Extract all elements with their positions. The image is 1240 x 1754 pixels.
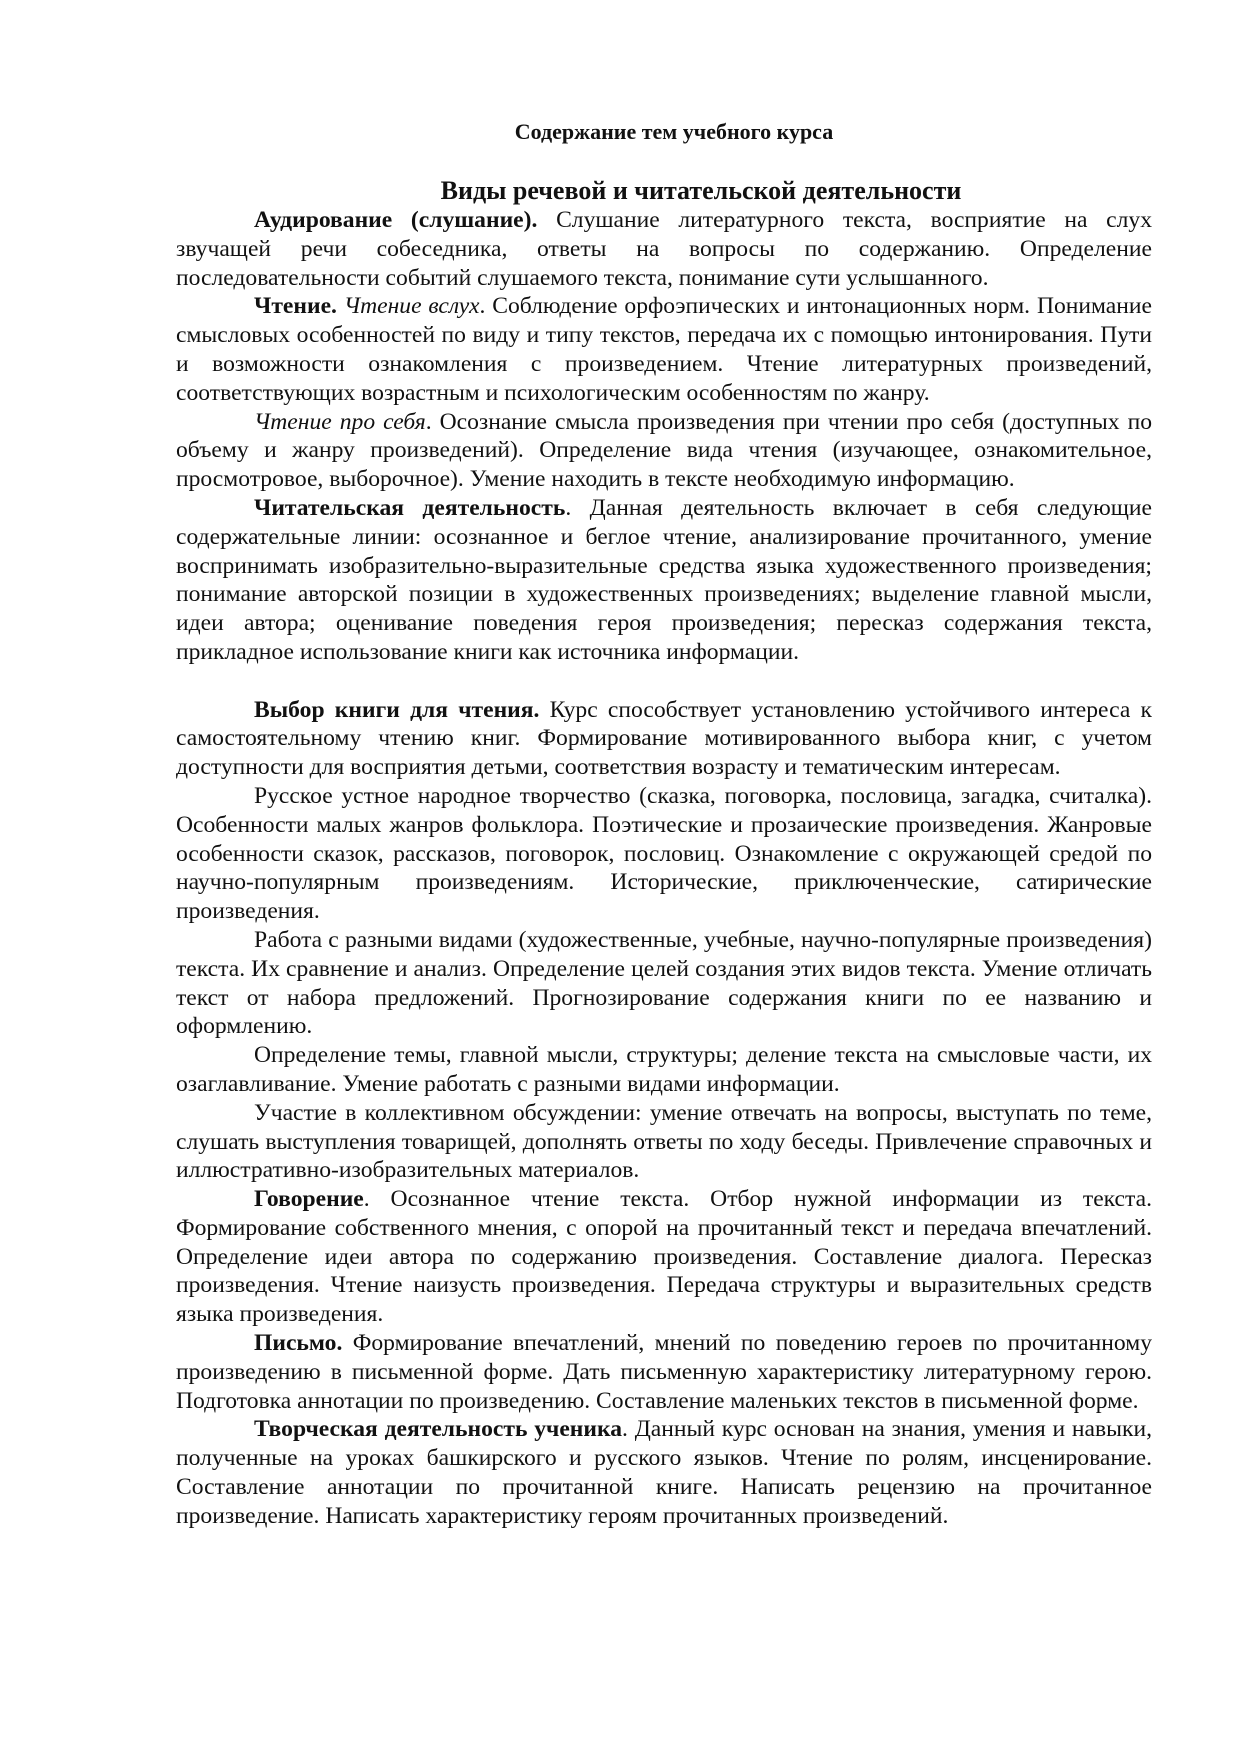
bold-term: Письмо. <box>254 1330 343 1357</box>
paragraph <box>176 292 1152 407</box>
bold-term: Читательская деятельность <box>254 494 566 521</box>
document-page <box>176 118 1152 1531</box>
bold-term: Чтение. <box>254 293 337 320</box>
paragraph <box>176 1185 1152 1329</box>
paragraph-text: Слушание литературного текста, восприятие на слух звучащей речи собеседника, ответы на вопросы по содержанию. Определение последовательности событий слушаемого текста, понимание сути услышанного. <box>176 207 1153 291</box>
paragraph-text: . Осознанное чтение текста. Отбор нужной информации из текста. Формирование собственного мнения, с опорой на прочитанный текст и передача впечатлений. Определение идеи автора по содержанию произведения. Составление диалога. Пересказ произведения. Чтение наизусть произведения. Передача структуры и выразительных средств языка произведения. <box>176 1186 1152 1328</box>
bold-term: Говорение <box>254 1186 364 1213</box>
paragraph <box>176 926 1152 1041</box>
document-title: Содержание тем учебного курса <box>514 119 834 144</box>
bold-term: Аудирование (слушание). <box>254 207 538 233</box>
bold-term: Выбор книги для чтения. <box>254 696 540 723</box>
italic-term: Чтение про себя <box>254 408 426 435</box>
paragraph-text: Работа с разными видами (художественные, учебные, научно-популярные произведения) текста. Их сравнение и анализ. Определение целей создания этих видов текста. Умение отличать текст от набора предложений. Прогнозирование содержания книги по ее названию и оформлению. <box>176 926 1152 1040</box>
paragraph-text <box>337 293 344 319</box>
paragraph-text: Участие в коллективном обсуждении: умение отвечать на вопросы, выступать по теме, слушать выступления товарищей, дополнять ответы по ходу беседы. Привлечение справочных и иллюстративно-изобразительных материалов. <box>176 1099 1152 1184</box>
paragraph-text: . Данная деятельность включает в себя следующие содержательные линии: осознанное и беглое чтение, анализирование прочитанного, умение воспринимать изобразительно-выразительные средства языка художественного произведения; понимание авторской позиции в художественных произведениях; выделение главной мысли, идеи автора; оценивание поведения героя произведения; пересказ содержания текста, прикладное использование книги как источника информации. <box>176 494 1152 665</box>
bold-term: Творческая деятельность ученика <box>254 1416 623 1443</box>
paragraph <box>176 206 1152 292</box>
section-heading: Виды речевой и читательской деятельности <box>440 176 962 205</box>
paragraph <box>176 782 1152 926</box>
paragraph <box>176 1041 1152 1099</box>
paragraph-text: . Данный курс основан на знания, умения и навыки, полученные на уроках башкирского и русского языков. Чтение по ролям, инсценирование. Составление аннотации по прочитанной книге. Написать рецензию на прочитанное произведение. Написать характеристику героям прочитанных произведений. <box>176 1416 1152 1529</box>
paragraph-text: Курс способствует установлению устойчивого интереса к самостоятельному чтению книг. Формирование мотивированного выбора книг, с учетом доступности для восприятия детьми, соответствия возрасту и тематическим интересам. <box>176 696 1152 781</box>
paragraph-text: Определение темы, главной мысли, структуры; деление текста на смысловые части, их озаглавливание. Умение работать с разными видами информации. <box>176 1042 1152 1097</box>
paragraph <box>176 696 1152 782</box>
paragraph <box>176 408 1152 494</box>
paragraph <box>176 1415 1152 1530</box>
italic-term: Чтение вслух <box>343 293 480 320</box>
paragraph-text: Формирование впечатлений, мнений по поведению героев по прочитанному произведению в письменной форме. Дать письменную характеристику литературному герою. Подготовка аннотации по произведению. Составление маленьких текстов в письменной форме. <box>176 1330 1152 1414</box>
paragraph <box>176 1329 1152 1415</box>
paragraph-text: Русское устное народное творчество (сказка, поговорка, пословица, загадка, считалка). Особенности малых жанров фольклора. Поэтические и прозаические произведения. Жанровые особенности сказок, рассказов, поговорок, пословиц. Ознакомление с окружающей средой по научно-популярным произведениям. Исторические, приключенческие, сатирические произведения. <box>176 782 1152 925</box>
paragraph <box>176 494 1152 667</box>
paragraph-text: . Соблюдение орфоэпических и интонационных норм. Понимание смысловых особенностей по виду и типу текстов, передача их с помощью интонирования. Пути и возможности ознакомления с произведением. Чтение литературных произведений, соответствующих возрастным и психологическим особенностям по жанру. <box>176 293 1152 406</box>
document-body <box>176 206 1152 1531</box>
paragraph <box>176 1099 1152 1185</box>
paragraph-text: . Осознание смысла произведения при чтении про себя (доступных по объему и жанру произведений). Определение вида чтения (изучающее, ознакомительное, просмотровое, выборочное). Умение находить в тексте необходимую информацию. <box>176 408 1152 493</box>
